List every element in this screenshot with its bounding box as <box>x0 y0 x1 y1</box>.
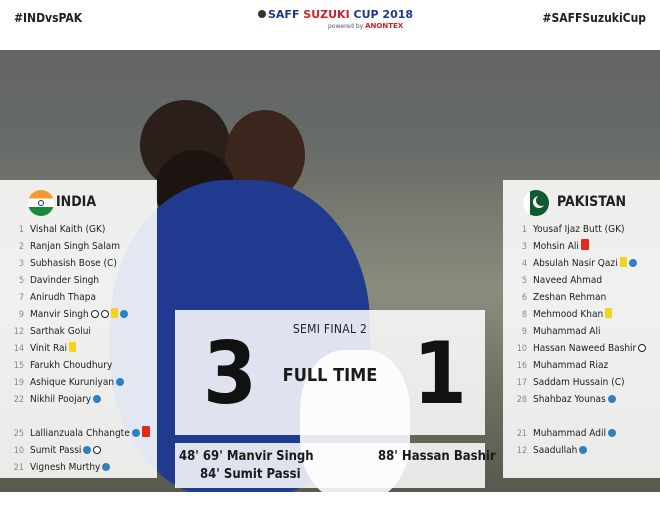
player-row <box>503 307 660 323</box>
player-row <box>0 239 157 255</box>
player-row <box>0 256 157 272</box>
crescent-cut <box>536 195 547 206</box>
player-number: 10 <box>13 446 24 456</box>
player-name-text: Saadullah <box>533 445 578 456</box>
goal-scorers <box>175 443 496 488</box>
player-row <box>503 324 660 340</box>
player-name <box>30 443 101 459</box>
player-number: 5 <box>18 276 24 286</box>
player-name-text: Naveed Ahmad <box>533 275 603 286</box>
player-number: 21 <box>13 463 24 473</box>
player-name-text: Nikhil Poojary <box>30 394 92 405</box>
player-name-text: Davinder Singh <box>30 275 100 286</box>
player-row <box>0 290 157 306</box>
away-team-header <box>503 190 660 216</box>
score-box <box>175 310 485 435</box>
player-name-text: Mehmood Khan <box>533 309 604 320</box>
player-name-text: Ranjan Singh Salam <box>30 241 121 252</box>
player-row <box>0 443 157 459</box>
yellow-card-icon <box>620 257 627 267</box>
bottom-strip <box>0 492 660 528</box>
away-score: 1 <box>413 324 467 424</box>
player-row <box>0 375 157 391</box>
away-scorer-line: 88' Hassan Bashir <box>378 449 496 464</box>
match-status: FULL TIME <box>282 365 378 386</box>
player-name-text: Shahbaz Younas <box>533 394 606 405</box>
logo-wordmark <box>258 8 414 21</box>
player-row <box>0 324 157 340</box>
substitution-icon <box>102 463 110 471</box>
player-row <box>503 273 660 289</box>
player-number: 9 <box>521 327 527 337</box>
player-name <box>533 392 616 408</box>
substitution-icon <box>608 395 616 403</box>
player-row <box>503 239 660 255</box>
player-name-text: Zeshan Rehman <box>533 292 607 303</box>
player-name-text: Vishal Kaith (GK) <box>30 224 106 235</box>
home-team-header <box>0 190 157 216</box>
player-row <box>503 222 660 238</box>
player-row <box>503 392 660 408</box>
player-name-text: Anirudh Thapa <box>30 292 96 303</box>
player-number: 25 <box>13 429 24 439</box>
substitution-icon <box>93 395 101 403</box>
player-name <box>30 426 150 442</box>
player-number: 14 <box>13 344 24 354</box>
home-scorer-line: 48' 69' Manvir Singh <box>179 449 314 464</box>
player-number: 12 <box>13 327 24 337</box>
logo-brand: SUZUKI <box>303 8 350 21</box>
home-team-name: INDIA <box>56 194 97 210</box>
player-name <box>533 256 637 272</box>
player-name <box>30 222 105 238</box>
player-name <box>30 341 76 357</box>
player-row <box>503 256 660 272</box>
player-name <box>30 239 120 255</box>
player-name <box>30 307 128 323</box>
player-row <box>0 273 157 289</box>
player-name <box>533 324 600 340</box>
player-row <box>0 358 157 374</box>
player-number: 8 <box>521 310 527 320</box>
player-name <box>533 307 612 323</box>
player-number: 4 <box>521 259 527 269</box>
player-name <box>533 222 625 238</box>
india-flag-icon <box>28 190 54 216</box>
football-logo-icon <box>258 10 266 18</box>
player-name-text: Vinit Rai <box>30 343 68 354</box>
player-number: 3 <box>18 259 24 269</box>
player-row <box>503 426 660 442</box>
logo-sponsor <box>328 22 403 30</box>
player-name-text: Farukh Choudhury <box>30 360 113 371</box>
player-number: 12 <box>516 446 527 456</box>
player-row <box>503 443 660 459</box>
logo-sponsor-brand: ANONTEX <box>365 22 404 30</box>
player-name-text: Saddam Hussain (C) <box>533 377 625 388</box>
player-name <box>30 273 99 289</box>
substitution-icon <box>116 378 124 386</box>
player-name-text: Mohsin Ali <box>533 241 579 252</box>
goal-ball-icon <box>638 344 646 352</box>
player-row <box>0 392 157 408</box>
player-name <box>30 460 110 476</box>
player-row <box>0 307 157 323</box>
player-name <box>533 290 606 306</box>
player-name <box>533 239 589 255</box>
player-name-text: Lallianzuala Chhangte <box>30 428 130 439</box>
player-name <box>533 375 625 391</box>
player-number: 5 <box>521 276 527 286</box>
player-row <box>0 222 157 238</box>
player-number: 21 <box>516 429 527 439</box>
player-number: 1 <box>18 225 24 235</box>
player-name-text: Muhammad Adil <box>533 428 606 439</box>
player-row <box>503 341 660 357</box>
player-name-text: Sarthak Golui <box>30 326 91 337</box>
player-name <box>533 443 587 459</box>
player-number: 1 <box>521 225 527 235</box>
player-number: 9 <box>18 310 24 320</box>
player-name <box>30 256 117 272</box>
substitution-icon <box>579 446 587 454</box>
home-lineup-panel <box>0 180 157 478</box>
player-row <box>0 460 157 476</box>
player-name-text: Ashique Kuruniyan <box>30 377 115 388</box>
logo-sponsor-prefix: powered by <box>328 23 364 30</box>
player-name-text: Subhasish Bose (C) <box>30 258 117 269</box>
player-number: 10 <box>516 344 527 354</box>
match-stage: SEMI FINAL 2 <box>292 322 368 336</box>
red-card-icon <box>142 426 150 437</box>
player-row <box>503 290 660 306</box>
yellow-card-icon <box>605 308 612 318</box>
substitution-icon <box>83 446 91 454</box>
player-name-text: Vignesh Murthy <box>30 462 101 473</box>
player-name <box>30 324 91 340</box>
home-score: 3 <box>203 324 257 424</box>
player-number: 19 <box>13 378 24 388</box>
red-card-icon <box>581 239 589 250</box>
player-row <box>0 341 157 357</box>
goal-ball-icon <box>101 310 109 318</box>
away-lineup-panel <box>503 180 660 478</box>
home-scorer-line: 84' Sumit Passi <box>200 467 301 482</box>
player-name-text: Hassan Naweed Bashir <box>533 343 637 354</box>
substitution-icon <box>608 429 616 437</box>
tournament-logo <box>258 8 414 30</box>
player-number: 16 <box>516 361 527 371</box>
hashtag-tournament[interactable]: #SAFFSuzukiCup <box>542 11 646 25</box>
hashtag-match[interactable]: #INDvsPAK <box>14 11 83 25</box>
player-number: 15 <box>13 361 24 371</box>
substitution-icon <box>132 429 140 437</box>
player-name-text: Absulah Nasir Qazi <box>533 258 618 269</box>
player-name-text: Muhammad Ali <box>533 326 601 337</box>
substitution-icon <box>629 259 637 267</box>
player-name <box>533 426 616 442</box>
player-number: 3 <box>521 242 527 252</box>
chakra-icon <box>38 200 44 206</box>
player-name-text: Manvir Singh <box>30 309 89 320</box>
player-row <box>503 375 660 391</box>
player-name-text: Yousaf Ijaz Butt (GK) <box>533 224 625 235</box>
player-name <box>533 273 602 289</box>
player-name <box>30 392 101 408</box>
away-team-name: PAKISTAN <box>557 194 627 210</box>
yellow-card-icon <box>69 342 76 352</box>
player-number: 6 <box>521 293 527 303</box>
logo-prefix: SAFF <box>268 8 304 21</box>
player-number: 17 <box>516 378 527 388</box>
goal-ball-icon <box>93 446 101 454</box>
player-number: 7 <box>18 293 24 303</box>
player-number: 28 <box>516 395 527 405</box>
stadium-lights <box>0 50 660 190</box>
player-row <box>0 426 157 442</box>
player-name <box>30 290 96 306</box>
yellow-card-icon <box>111 308 118 318</box>
player-number: 22 <box>13 395 24 405</box>
player-name <box>533 341 646 357</box>
player-name-text: Muhammad Riaz <box>533 360 609 371</box>
goal-ball-icon <box>91 310 99 318</box>
player-name-text: Sumit Passi <box>30 445 82 456</box>
player-name <box>533 358 608 374</box>
player-row <box>503 358 660 374</box>
player-name <box>30 375 124 391</box>
player-number: 2 <box>18 242 24 252</box>
logo-suffix: CUP 2018 <box>349 8 414 21</box>
pakistan-flag-icon <box>523 190 549 216</box>
substitution-icon <box>120 310 128 318</box>
player-name <box>30 358 112 374</box>
header-bar <box>0 0 660 50</box>
